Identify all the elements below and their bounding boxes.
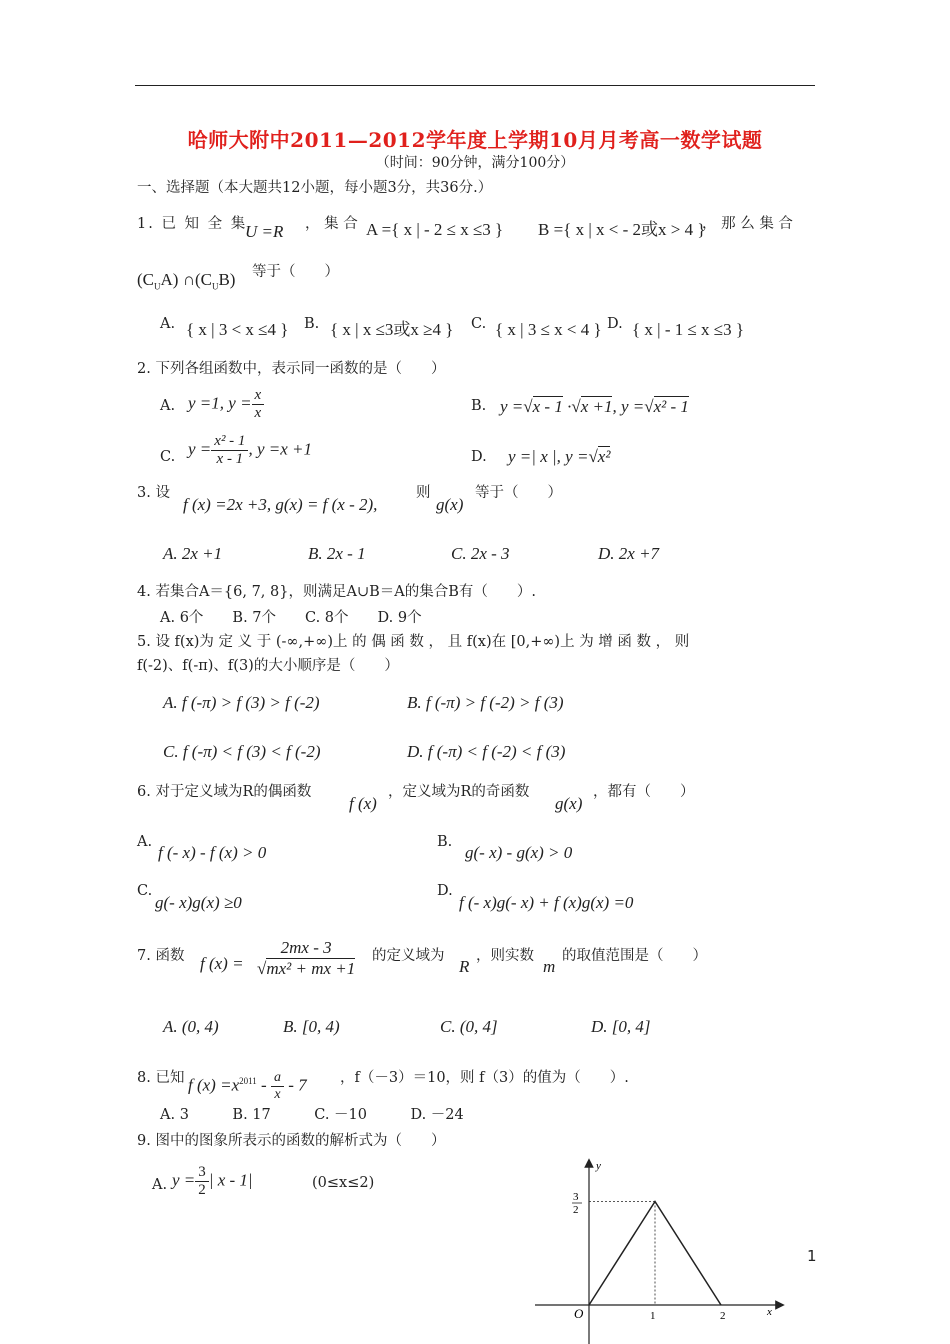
q1-tail: 等于（ ） xyxy=(252,264,339,280)
q6-option-a: f (- x) - f (x) > 0 xyxy=(158,843,267,862)
q6-stem-a: 6. 对于定义域为R的偶函数 xyxy=(137,784,312,800)
q5-stem-line-2: f(-2)、f(-π)、f(3)的大小顺序是（ ） xyxy=(137,658,399,674)
q7-m: m xyxy=(543,957,556,976)
page-number: 1 xyxy=(807,1247,817,1265)
q2-option-b-label: B. xyxy=(471,398,487,414)
q6-fx: f (x) xyxy=(349,794,377,813)
q3-then: 则 xyxy=(416,485,431,501)
x-axis-label: x xyxy=(767,1306,772,1318)
origin-label: O xyxy=(574,1306,584,1321)
q1-option-b: { x | x ≤3或x ≥4 } xyxy=(330,320,454,339)
section-heading: 一、选择题（本大题共12小题，每小题3分，共36分.） xyxy=(137,180,493,196)
q2-option-a-label: A. xyxy=(160,398,176,414)
q1-universal-set: U =R xyxy=(245,222,284,241)
q8-options: A. 3 B. 17 C. －10 D. －24 xyxy=(160,1107,464,1123)
q2-option-d-label: D. xyxy=(471,449,487,465)
q3-tail: 等于（ ） xyxy=(475,485,562,501)
q1-stem: 1. 已 知 全 集 xyxy=(137,216,248,232)
q2-stem: 2. 下列各组函数中，表示同一函数的是（ ） xyxy=(137,361,446,377)
q6-stem-b: ，定义域为R的奇函数 xyxy=(388,784,530,800)
q1-expression: $(C_UA)$ $\cap(C_UB)$ xyxy=(137,270,236,292)
q2-option-b: y =√x - 1 ·√x +1, y =√x² - 1 xyxy=(500,397,689,416)
q7-option-a: A. (0, 4) xyxy=(163,1017,219,1036)
q1-connector: ， 集 合 xyxy=(305,216,358,232)
q5-option-a: A. f (-π) > f (3) > f (-2) xyxy=(163,693,320,712)
q5-option-d: D. f (-π) < f (-2) < f (3) xyxy=(407,742,566,761)
q1-connector-2: ， 那 么 集 合 xyxy=(702,216,793,232)
q3-option-d: D. 2x +7 xyxy=(598,544,660,563)
q7-fraction: $\frac{2mx - 3}{\text{√mx² + mx +1}}$ xyxy=(257,938,356,978)
q9-option-a-label: A. xyxy=(152,1177,168,1193)
x-tick-1: 1 xyxy=(650,1310,656,1322)
q1-set-a: A ={ x | - 2 ≤ x ≤3 } xyxy=(366,220,504,239)
q5-option-c: C. f (-π) < f (3) < f (-2) xyxy=(163,742,321,761)
q4-options: A. 6个 B. 7个 C. 8个 D. 9个 xyxy=(160,610,422,626)
q2-option-d: y =| x |, y =√x² xyxy=(508,447,611,466)
q9-option-a-domain: (0≤x≤2) xyxy=(312,1175,375,1191)
q7-option-b: B. [0, 4) xyxy=(283,1017,340,1036)
q8-stem: 8. 已知 xyxy=(137,1070,185,1086)
x-tick-2: 2 xyxy=(720,1310,726,1322)
q3-option-a: A. 2x +1 xyxy=(163,544,223,563)
q1-option-b-label: B. xyxy=(304,316,320,332)
exam-title: 哈师大附中2011—2012学年度上学期10月月考高一数学试题 xyxy=(187,128,763,152)
q7-fx: f (x) = xyxy=(200,954,244,973)
q6-option-c-label: C. xyxy=(137,883,153,899)
q2-option-c: y = $\frac{\text{x² - 1}}{x - 1}$ , y =x +1 xyxy=(188,433,312,468)
q8-expression: f $(x) =x^{2011}$ - $\frac{a}{x}$ - 7 xyxy=(188,1070,307,1103)
q5-stem-line-1: 5. 设 f(x)为 定 义 于 (-∞,+∞)上 的 偶 函 数 ， 且 f(x)在 [0,+∞)上 为 增 函 数 ， 则 xyxy=(137,634,690,650)
y-tick-denominator: 2 xyxy=(573,1204,579,1216)
q6-option-a-label: A. xyxy=(137,834,153,850)
q7-option-c: C. (0, 4] xyxy=(440,1017,498,1036)
q3-expression: f (x) =2x +3, g(x) = f (x - 2), xyxy=(183,495,378,514)
q1-option-a-label: A. xyxy=(160,316,176,332)
q6-option-c: g(- x)g(x) ≥0 xyxy=(155,893,242,912)
q4-stem: 4. 若集合A＝{6, 7, 8}，则满足A∪B＝A的集合B有（ ）. xyxy=(137,584,536,600)
q6-option-b: g(- x) - g(x) > 0 xyxy=(465,843,573,862)
q9-stem: 9. 图中的图象所表示的函数的解析式为（ ） xyxy=(137,1133,446,1149)
exam-subtitle: （时间：90分钟，满分100分） xyxy=(375,155,575,171)
y-axis-label: y xyxy=(596,1160,601,1172)
q1-option-a: { x | 3 < x ≤4 } xyxy=(186,320,289,339)
q1-option-c-label: C. xyxy=(471,316,487,332)
q2-option-c-label: C. xyxy=(160,449,176,465)
q7-option-d: D. [0, 4] xyxy=(591,1017,651,1036)
q1-set-b: B ={ x | x < - 2或x > 4 } xyxy=(538,220,706,239)
function-graph xyxy=(530,1155,790,1344)
q1-option-c: { x | 3 ≤ x < 4 } xyxy=(495,320,602,339)
y-tick-numerator: 3 xyxy=(573,1191,579,1203)
q9-option-a: y = $\frac{3}{2}$ | x - 1| xyxy=(172,1164,253,1199)
q1-option-d: { x | - 1 ≤ x ≤3 } xyxy=(632,320,745,339)
function-line xyxy=(589,1202,721,1306)
q6-gx: g(x) xyxy=(555,794,583,813)
top-rule xyxy=(135,85,815,86)
q7-mid2: ，则实数 xyxy=(476,948,534,964)
q5-option-b: B. f (-π) > f (-2) > f (3) xyxy=(407,693,564,712)
q3-option-b: B. 2x - 1 xyxy=(308,544,366,563)
q3-option-c: C. 2x - 3 xyxy=(451,544,510,563)
q6-option-b-label: B. xyxy=(437,834,453,850)
q7-stem: 7. 函数 xyxy=(137,948,185,964)
q3-stem: 3. 设 xyxy=(137,485,170,501)
q7-R: R xyxy=(459,957,470,976)
q2-option-a: y =1, y = $\frac{x}{x}$ xyxy=(188,387,264,423)
q6-option-d: f (- x)g(- x) + f (x)g(x) =0 xyxy=(459,893,634,912)
q7-mid: 的定义域为 xyxy=(372,948,445,964)
q7-tail: 的取值范围是（ ） xyxy=(562,948,707,964)
q3-gx: g(x) xyxy=(436,495,464,514)
q1-option-d-label: D. xyxy=(607,316,623,332)
q6-stem-c: ，都有（ ） xyxy=(593,784,695,800)
q8-tail: ，f（－3）＝10，则 f（3）的值为（ ）. xyxy=(340,1070,629,1086)
q6-option-d-label: D. xyxy=(437,883,453,899)
